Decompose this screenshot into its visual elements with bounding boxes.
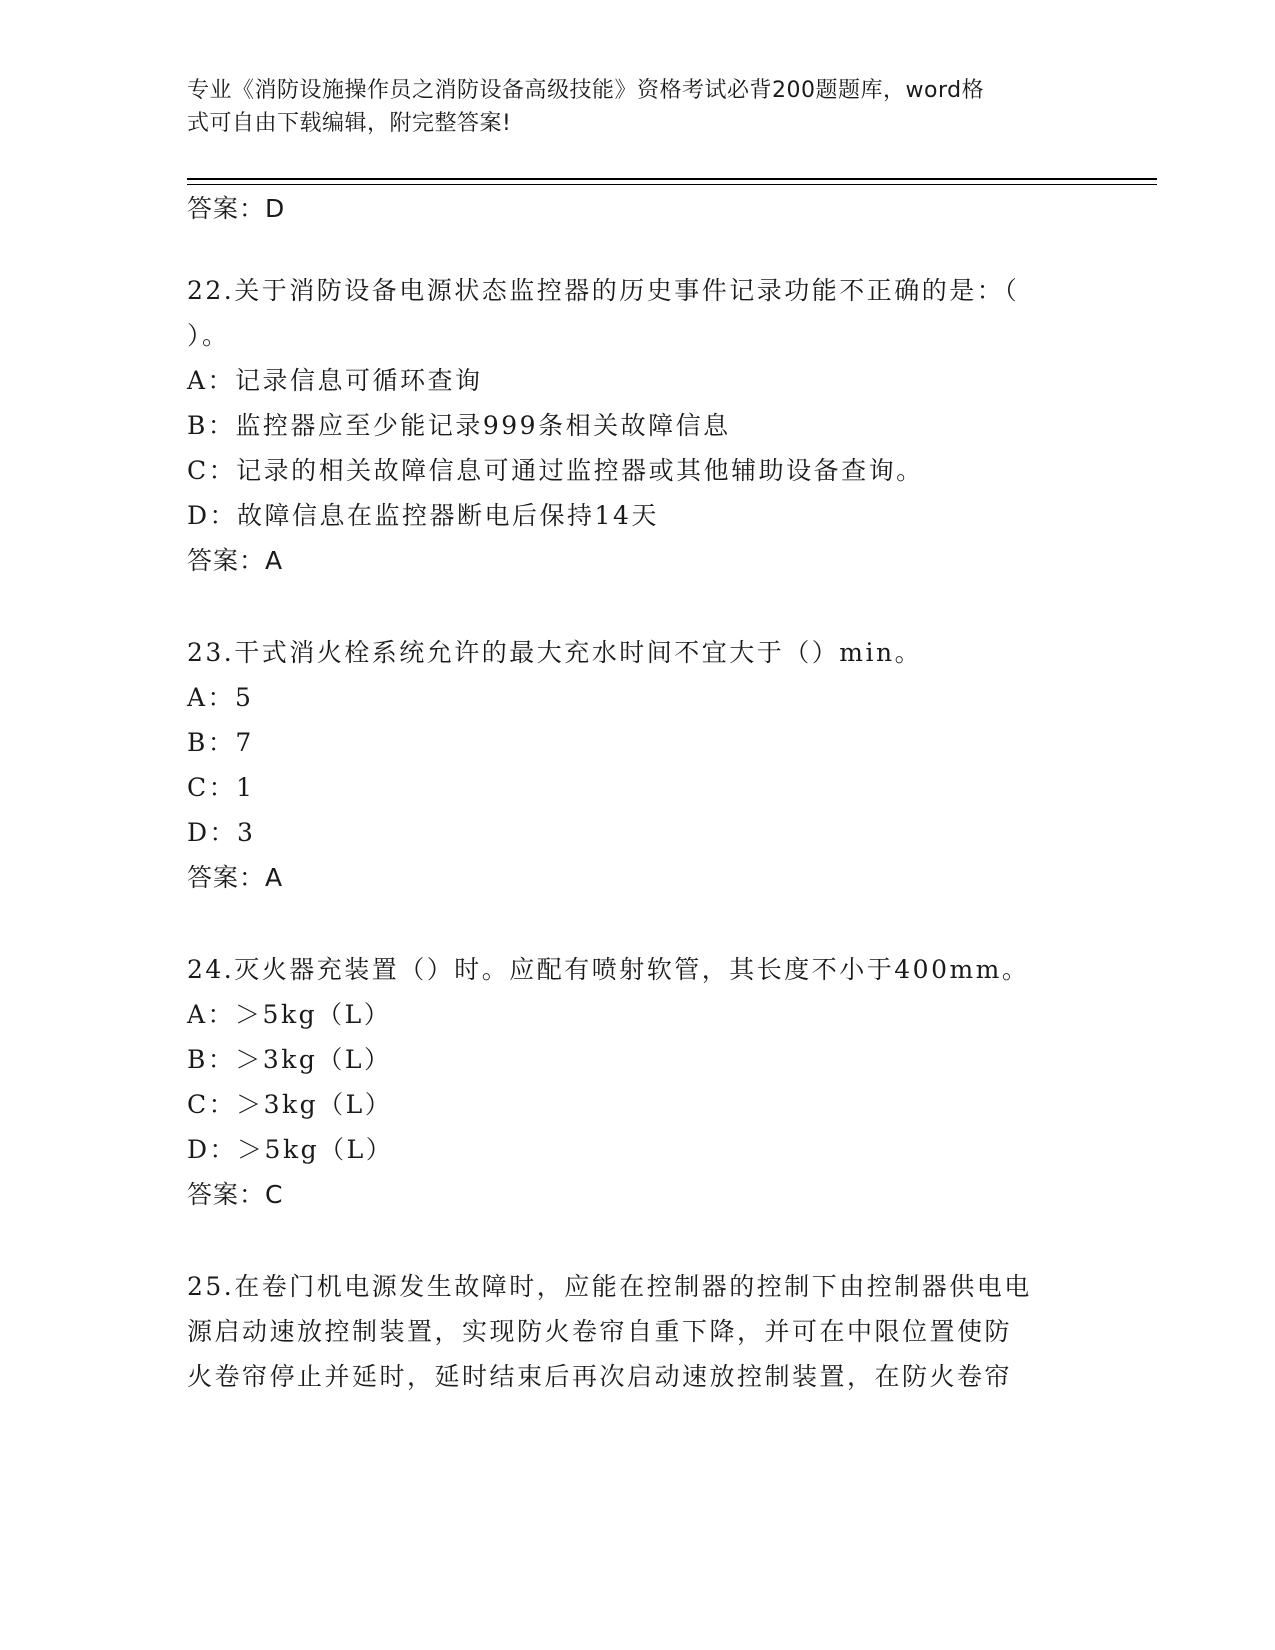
question-text-line: 22.关于消防设备电源状态监控器的历史事件记录功能不正确的是：（ bbox=[187, 276, 1020, 305]
document-header bbox=[187, 74, 1087, 140]
option-d: D：3 bbox=[187, 818, 256, 847]
previous-answer: 答案：D bbox=[187, 194, 286, 223]
option-a: A：＞5kg（L） bbox=[187, 1000, 392, 1029]
option-b: B：7 bbox=[187, 728, 254, 757]
option-c: C：1 bbox=[187, 773, 255, 802]
question-text-line: 25.在卷门机电源发生故障时，应能在控制器的控制下由控制器供电电 bbox=[187, 1272, 1032, 1301]
answer: 答案：C bbox=[187, 1180, 284, 1209]
question-24 bbox=[187, 947, 1087, 1218]
header-line-2: 式可自由下载编辑，附完整答案! bbox=[187, 111, 512, 136]
question-text-line: 24.灭火器充装置（）时。应配有喷射软管，其长度不小于400mm。 bbox=[187, 955, 1030, 984]
question-text-line: 源启动速放控制装置，实现防火卷帘自重下降，并可在中限位置使防 bbox=[187, 1317, 1013, 1346]
answer: 答案：A bbox=[187, 863, 284, 892]
question-25 bbox=[187, 1264, 1087, 1399]
question-gap bbox=[187, 1218, 1087, 1264]
option-a: A：记录信息可循环查询 bbox=[187, 366, 483, 395]
question-gap bbox=[187, 584, 1087, 630]
option-d: D：故障信息在监控器断电后保持14天 bbox=[187, 501, 659, 530]
question-22 bbox=[187, 268, 1087, 584]
option-d: D：＞5kg（L） bbox=[187, 1135, 394, 1164]
option-c: C：＞3kg（L） bbox=[187, 1090, 393, 1119]
question-text-line: 火卷帘停止并延时，延时结束后再次启动速放控制装置，在防火卷帘 bbox=[187, 1362, 1013, 1391]
question-text-line: 23.干式消火栓系统允许的最大充水时间不宜大于（）min。 bbox=[187, 638, 923, 667]
header-divider-thin bbox=[187, 184, 1157, 185]
header-divider-thick bbox=[187, 178, 1157, 180]
question-text-line: ）。 bbox=[187, 321, 230, 350]
header-line-1: 专业《消防设施操作员之消防设备高级技能》资格考试必背200题题库，word格 bbox=[187, 78, 985, 103]
option-c: C：记录的相关故障信息可通过监控器或其他辅助设备查询。 bbox=[187, 456, 924, 485]
option-a: A：5 bbox=[187, 683, 254, 712]
option-b: B：＞3kg（L） bbox=[187, 1045, 392, 1074]
option-b: B：监控器应至少能记录999条相关故障信息 bbox=[187, 411, 731, 440]
question-23 bbox=[187, 630, 1087, 901]
question-list bbox=[187, 186, 1087, 1399]
question-gap bbox=[187, 901, 1087, 947]
answer: 答案：A bbox=[187, 546, 284, 575]
